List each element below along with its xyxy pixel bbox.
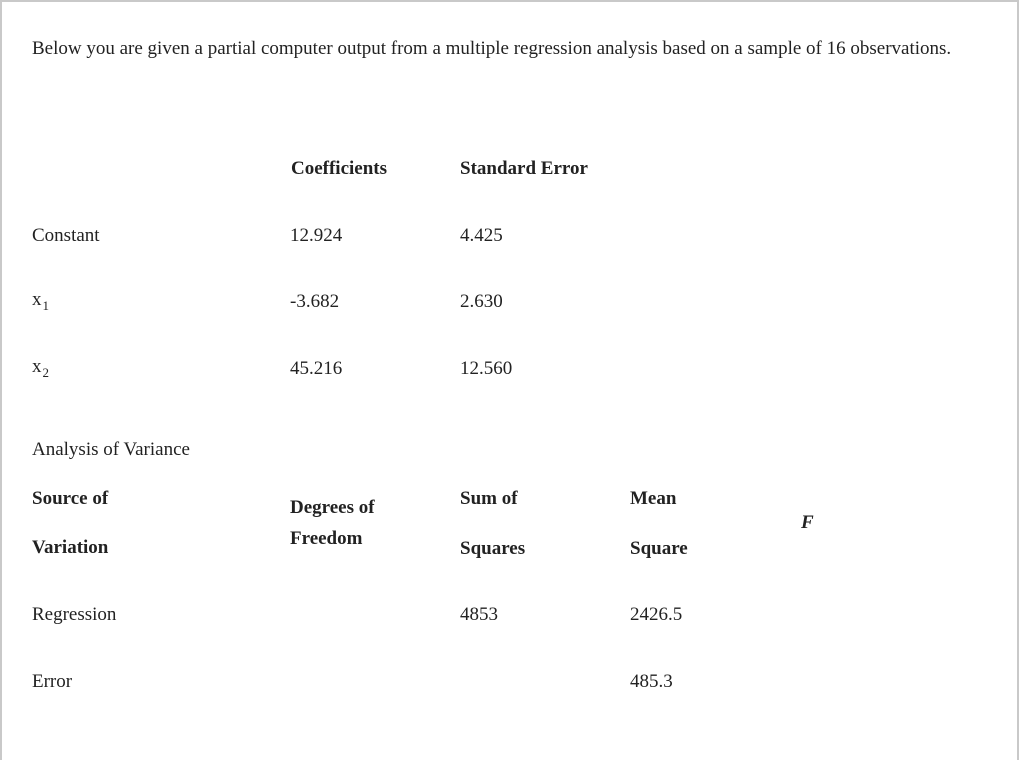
coefficient-x1: -3.682 — [290, 291, 340, 312]
coefficient-x2: 45.216 — [290, 358, 343, 379]
header-standard-error: Standard Error — [460, 158, 588, 179]
anova-row-regression-source: Regression — [32, 604, 117, 625]
header-df-line2: Freedom — [290, 528, 363, 549]
anova-row-error-source: Error — [32, 671, 73, 692]
standard-error-x2: 12.560 — [460, 358, 513, 379]
anova-title: Analysis of Variance — [32, 439, 190, 460]
subscript-2: 2 — [42, 365, 49, 380]
row-label-x2 — [32, 356, 48, 379]
header-ss-line1: Sum of — [460, 488, 518, 509]
intro-paragraph: Below you are given a partial computer output from a multiple regression analysis based on a sample of 16 observations. — [32, 38, 952, 59]
subscript-1: 1 — [42, 298, 49, 313]
header-f: F — [801, 512, 814, 533]
header-coefficients: Coefficients — [291, 158, 388, 179]
anova-row-error-ms: 485.3 — [630, 671, 673, 692]
standard-error-x1: 2.630 — [460, 291, 503, 312]
header-source-line1: Source of — [32, 488, 109, 509]
anova-row-regression-ms: 2426.5 — [630, 604, 683, 625]
row-label-constant: Constant — [32, 225, 100, 246]
standard-error-constant: 4.425 — [460, 225, 503, 246]
row-label-x1 — [32, 289, 48, 312]
header-source-line2: Variation — [32, 537, 109, 558]
anova-row-regression-ss: 4853 — [460, 604, 498, 625]
variable-x: x — [32, 289, 42, 310]
header-df-line1: Degrees of — [290, 497, 375, 518]
header-ms-line2: Square — [630, 538, 688, 559]
header-ms-line1: Mean — [630, 488, 677, 509]
header-ss-line2: Squares — [460, 538, 526, 559]
coefficient-constant: 12.924 — [290, 225, 343, 246]
variable-x: x — [32, 356, 42, 377]
